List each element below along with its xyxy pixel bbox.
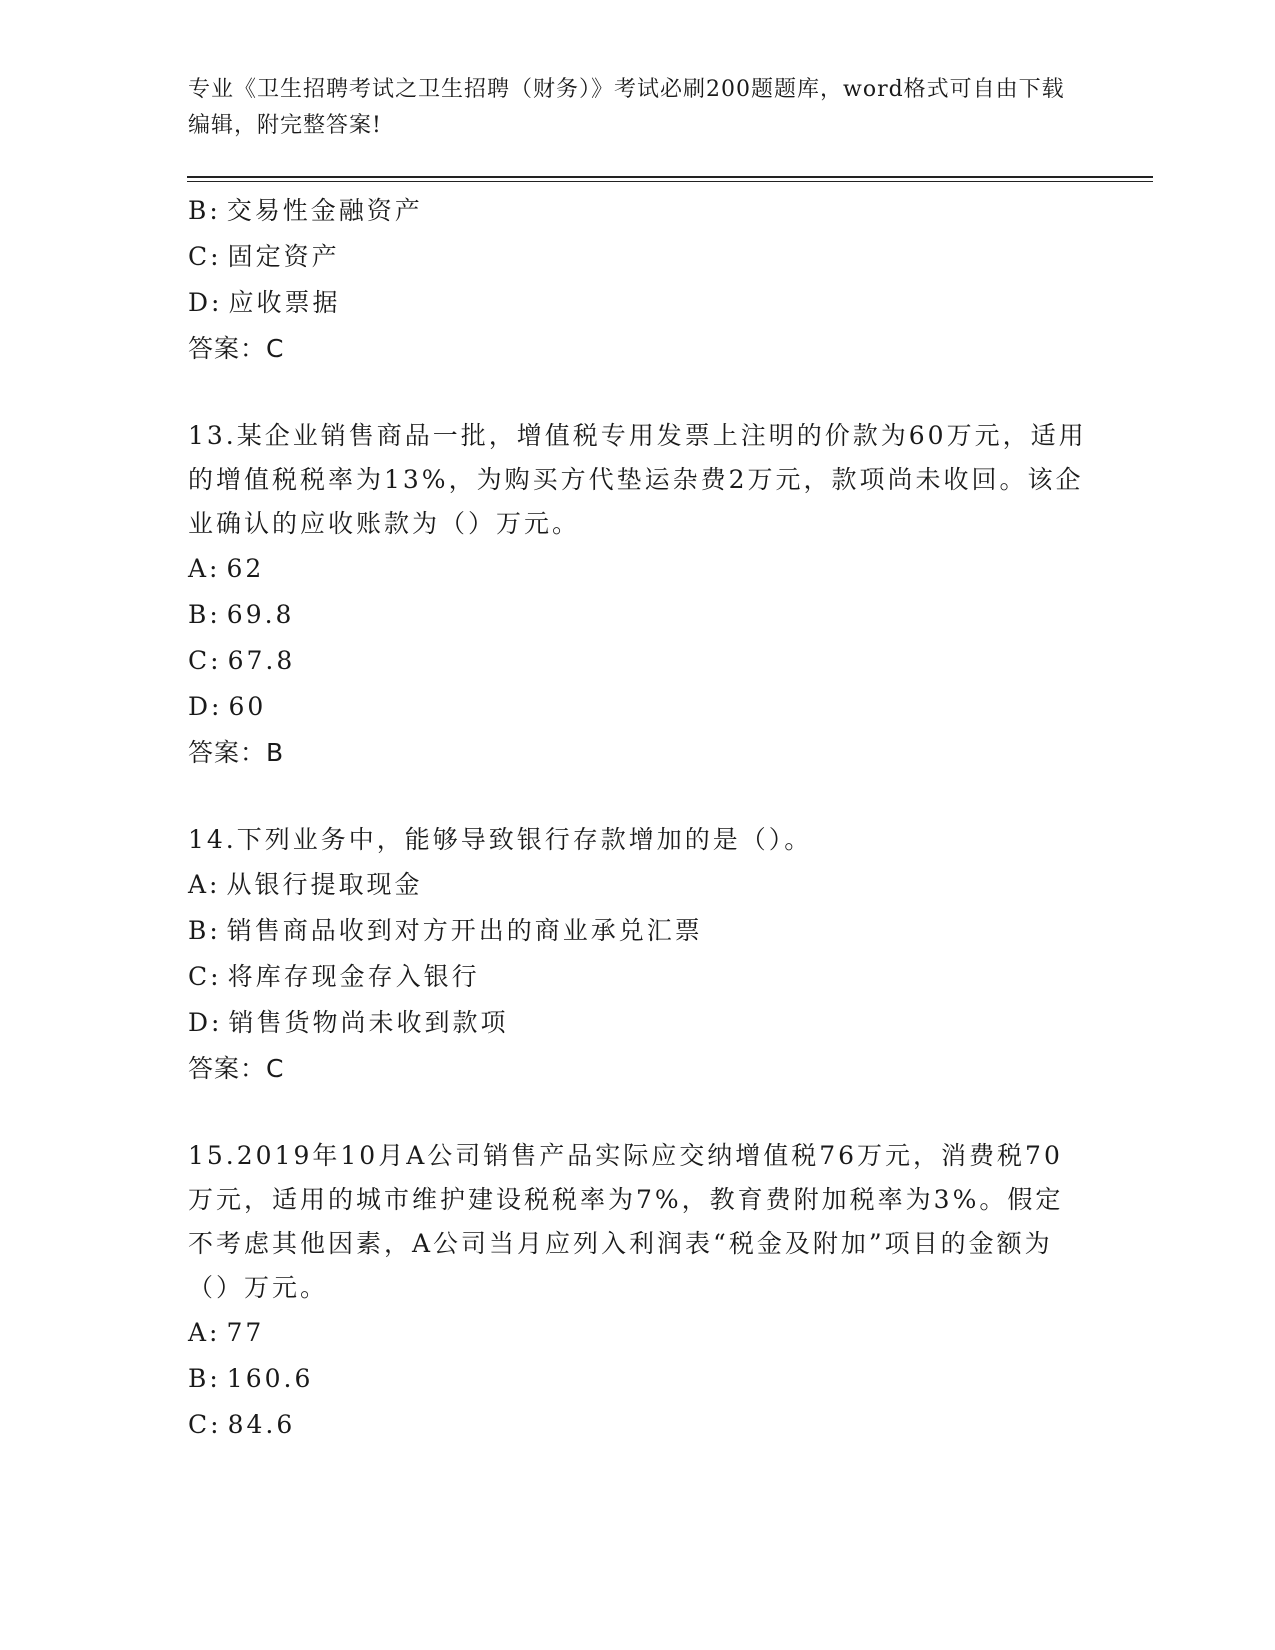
option-text: 60 (228, 692, 267, 721)
option-line (188, 280, 1088, 326)
option-line (188, 1356, 1088, 1402)
question-content (188, 188, 1088, 1448)
option-line (188, 188, 1088, 234)
option-key: D: (188, 692, 223, 721)
option-line (188, 954, 1088, 1000)
answer-line: 答案：C (188, 334, 285, 363)
header-divider-thick (187, 176, 1153, 178)
option-key: D: (188, 1008, 223, 1037)
option-text: 销售商品收到对方开出的商业承兑汇票 (226, 916, 703, 945)
option-key: C: (188, 646, 222, 675)
header-divider-thin (187, 181, 1153, 182)
answer-line: 答案：C (188, 1054, 285, 1083)
option-line (188, 234, 1088, 280)
option-key: D: (188, 288, 223, 317)
option-key: A: (188, 1318, 221, 1347)
option-key: A: (188, 870, 221, 899)
option-key: B: (188, 196, 221, 225)
option-line (188, 546, 1088, 592)
question-stem: 15.2019年10月A公司销售产品实际应交纳增值税76万元，消费税70万元，适用的城市维护建设税税率为7%，教育费附加税率为3%。假定不考虑其他因素，A公司当月应列入利润表“税金及附加”项目的金额为（）万元。 (188, 1141, 1064, 1302)
prev-question-block (188, 188, 1088, 372)
question-block-13 (188, 414, 1088, 776)
option-text: 从银行提取现金 (226, 870, 423, 899)
option-line (188, 908, 1088, 954)
question-block-15 (188, 1134, 1088, 1448)
option-text: 67.8 (227, 646, 296, 675)
option-text: 77 (226, 1318, 265, 1347)
answer-line: 答案：B (188, 738, 285, 767)
option-text: 84.6 (227, 1410, 296, 1439)
option-line (188, 638, 1088, 684)
option-text: 销售货物尚未收到款项 (228, 1008, 509, 1037)
option-text: 将库存现金存入银行 (227, 962, 480, 991)
option-line (188, 1310, 1088, 1356)
option-line (188, 862, 1088, 908)
option-key: C: (188, 1410, 222, 1439)
option-line (188, 1000, 1088, 1046)
option-text: 交易性金融资产 (226, 196, 423, 225)
question-stem: 13.某企业销售商品一批，增值税专用发票上注明的价款为60万元，适用的增值税税率为13%，为购买方代垫运杂费2万元，款项尚未收回。该企业确认的应收账款为（）万元。 (188, 421, 1087, 538)
option-text: 固定资产 (227, 242, 340, 271)
option-key: C: (188, 242, 222, 271)
option-key: B: (188, 1364, 221, 1393)
question-block-14 (188, 818, 1088, 1092)
option-key: C: (188, 962, 222, 991)
option-key: B: (188, 916, 221, 945)
option-text: 69.8 (226, 600, 295, 629)
option-key: B: (188, 600, 221, 629)
option-key: A: (188, 554, 221, 583)
question-stem: 14.下列业务中，能够导致银行存款增加的是（）。 (188, 825, 813, 854)
option-text: 应收票据 (228, 288, 341, 317)
document-header-title: 专业《卫生招聘考试之卫生招聘（财务）》考试必刷200题题库，word格式可自由下载编辑，附完整答案! (188, 77, 1065, 138)
option-line (188, 684, 1088, 730)
option-line (188, 592, 1088, 638)
option-text: 160.6 (226, 1364, 314, 1393)
option-line (188, 1402, 1088, 1448)
option-text: 62 (226, 554, 265, 583)
